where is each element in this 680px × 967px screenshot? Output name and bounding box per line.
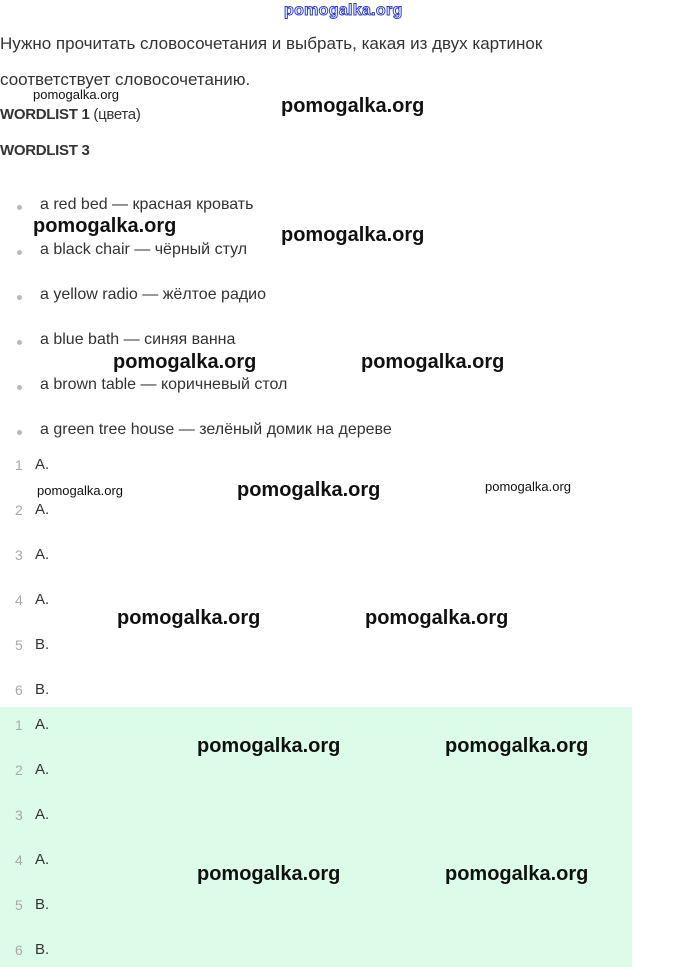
answer-number: 1	[15, 457, 23, 473]
watermark: pomogalka.org	[485, 479, 571, 494]
wordlist-1-heading	[0, 106, 141, 123]
answer-value: A.	[35, 761, 50, 778]
watermark: pomogalka.org	[445, 863, 589, 885]
answer-number: 6	[15, 942, 23, 958]
answer-number: 1	[15, 717, 23, 733]
answer-value: A.	[35, 456, 50, 473]
answer-value: B.	[35, 896, 50, 913]
watermark: pomogalka.org	[33, 215, 177, 237]
bullet-dot	[17, 205, 22, 210]
answer-value: A.	[35, 501, 50, 518]
bullet-dot	[17, 295, 22, 300]
answer-value: B.	[35, 681, 50, 698]
watermark: pomogalka.org	[445, 735, 589, 757]
list-item: a green tree house — зелёный домик на дереве	[40, 421, 392, 438]
watermark: pomogalka.org	[117, 607, 261, 629]
watermark: pomogalka.org	[197, 863, 341, 885]
answer-number: 2	[15, 762, 23, 778]
answer-value: A.	[35, 851, 50, 868]
bullet-dot	[17, 430, 22, 435]
intro-text-line-1: Нужно прочитать словосочетания и выбрать, какая из двух картинок	[0, 34, 543, 53]
watermark: pomogalka.org	[197, 735, 341, 757]
list-item: a brown table — коричневый стол	[40, 376, 288, 393]
bullet-dot	[17, 385, 22, 390]
list-item: a black chair — чёрный стул	[40, 241, 248, 258]
answer-value: B.	[35, 941, 50, 958]
answer-value: A.	[35, 591, 50, 608]
watermark: pomogalka.org	[281, 224, 425, 246]
answer-number: 6	[15, 682, 23, 698]
wordlist-1-title: WORDLIST 1	[0, 106, 90, 123]
answer-number: 2	[15, 502, 23, 518]
watermark: pomogalka.org	[237, 479, 381, 501]
list-item: a blue bath — синяя ванна	[40, 331, 236, 348]
watermark: pomogalka.org	[361, 351, 505, 373]
watermark: pomogalka.org	[365, 607, 509, 629]
intro-text-line-2: соответствует словосочетанию.	[0, 70, 251, 89]
site-logo[interactable]: pomogalka.org	[284, 2, 403, 19]
answer-value: A.	[35, 806, 50, 823]
wordlist-3-heading: WORDLIST 3	[0, 142, 90, 159]
bullet-dot	[17, 340, 22, 345]
answer-number: 4	[15, 852, 23, 868]
answer-value: B.	[35, 636, 50, 653]
answer-value: A.	[35, 546, 50, 563]
watermark: pomogalka.org	[281, 95, 425, 117]
watermark: pomogalka.org	[33, 87, 119, 102]
answer-number: 4	[15, 592, 23, 608]
answer-number: 3	[15, 547, 23, 563]
answer-number: 3	[15, 807, 23, 823]
watermark: pomogalka.org	[37, 483, 123, 498]
list-item: a yellow radio — жёлтое радио	[40, 286, 267, 303]
answer-number: 5	[15, 637, 23, 653]
answer-value: A.	[35, 716, 50, 733]
answer-number: 5	[15, 897, 23, 913]
list-item: a red bed — красная кровать	[40, 196, 254, 213]
bullet-dot	[17, 250, 22, 255]
watermark: pomogalka.org	[113, 351, 257, 373]
wordlist-1-note: (цвета)	[93, 106, 141, 123]
